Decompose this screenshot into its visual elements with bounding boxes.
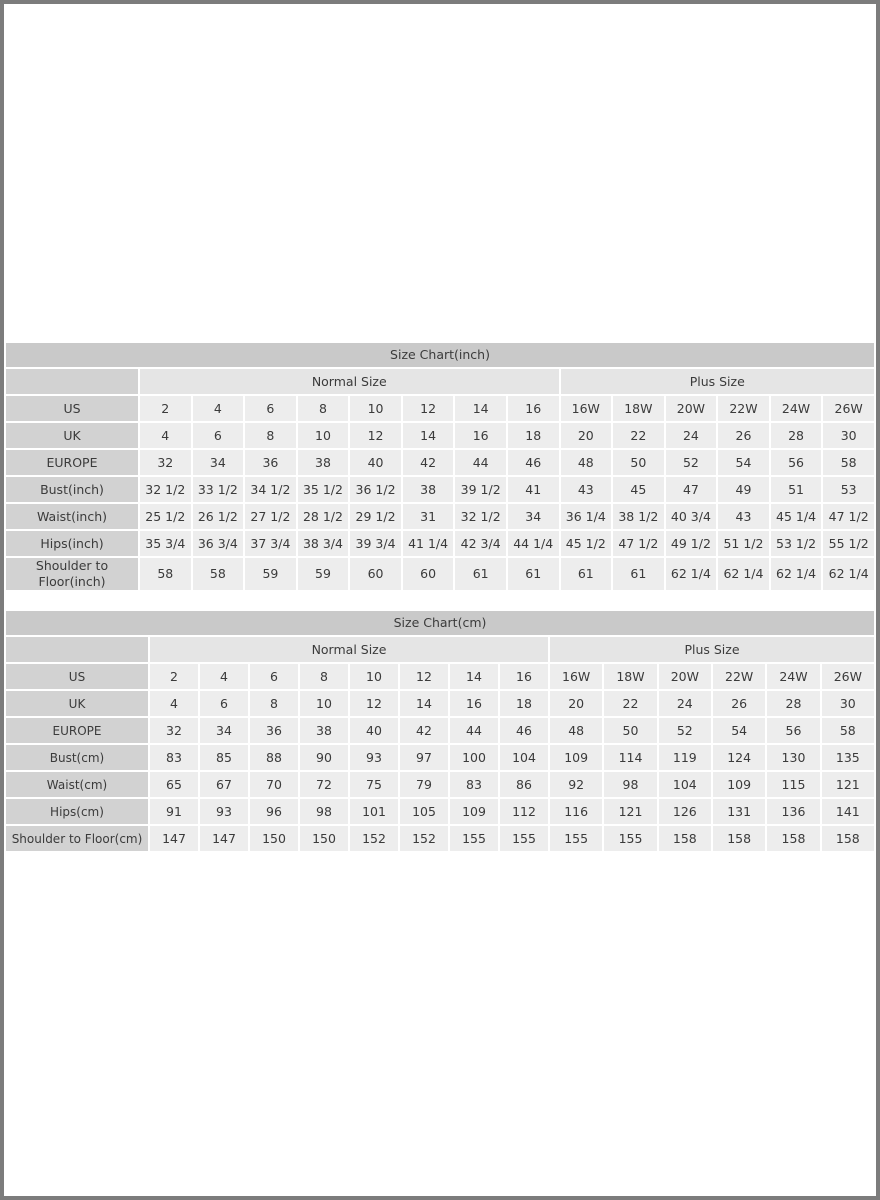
size-cell: 97 xyxy=(400,745,448,770)
size-cell: 18 xyxy=(508,423,559,448)
table-row xyxy=(6,718,874,743)
size-cell: 29 1/2 xyxy=(350,504,401,529)
size-chart-inch-section xyxy=(4,341,876,592)
size-cell: 58 xyxy=(823,450,874,475)
size-cell: 45 1/4 xyxy=(771,504,822,529)
size-cell: 109 xyxy=(550,745,602,770)
table-row xyxy=(6,423,874,448)
table-row xyxy=(6,664,874,689)
size-chart-cm-table xyxy=(4,609,876,853)
size-cell: 40 xyxy=(350,718,398,743)
size-cell: 37 3/4 xyxy=(245,531,296,556)
row-label: US xyxy=(6,664,148,689)
size-cell: 119 xyxy=(659,745,711,770)
size-cell: 26W xyxy=(822,664,874,689)
size-cell: 75 xyxy=(350,772,398,797)
size-cell: 18W xyxy=(604,664,656,689)
size-cell: 38 xyxy=(403,477,454,502)
table-title: Size Chart(cm) xyxy=(6,611,874,635)
size-cell: 14 xyxy=(455,396,506,421)
size-cell: 155 xyxy=(450,826,498,851)
size-cell: 38 3/4 xyxy=(298,531,349,556)
size-cell: 91 xyxy=(150,799,198,824)
size-cell: 40 xyxy=(350,450,401,475)
size-cell: 131 xyxy=(713,799,765,824)
size-cell: 114 xyxy=(604,745,656,770)
size-cell: 51 xyxy=(771,477,822,502)
size-cell: 12 xyxy=(350,691,398,716)
size-cell: 12 xyxy=(350,423,401,448)
size-cell: 158 xyxy=(822,826,874,851)
size-cell: 10 xyxy=(350,396,401,421)
size-cell: 36 1/2 xyxy=(350,477,401,502)
row-label: Shoulder to Floor(cm) xyxy=(6,826,148,851)
size-cell: 155 xyxy=(604,826,656,851)
size-cell: 20 xyxy=(550,691,602,716)
size-cell: 20 xyxy=(561,423,612,448)
size-cell: 14 xyxy=(400,691,448,716)
size-cell: 109 xyxy=(713,772,765,797)
size-cell: 92 xyxy=(550,772,602,797)
size-cell: 8 xyxy=(298,396,349,421)
size-cell: 18W xyxy=(613,396,664,421)
group-header-plus-size: Plus Size xyxy=(561,369,875,394)
size-cell: 56 xyxy=(771,450,822,475)
size-chart-inch-table xyxy=(4,341,876,592)
size-cell: 104 xyxy=(500,745,548,770)
size-cell: 4 xyxy=(150,691,198,716)
row-label: UK xyxy=(6,691,148,716)
size-cell: 26 xyxy=(713,691,765,716)
size-cell: 32 1/2 xyxy=(455,504,506,529)
size-cell: 4 xyxy=(200,664,248,689)
size-cell: 22W xyxy=(718,396,769,421)
size-cell: 72 xyxy=(300,772,348,797)
size-cell: 36 xyxy=(250,718,298,743)
group-header-normal-size: Normal Size xyxy=(150,637,548,662)
size-cell: 41 1/4 xyxy=(403,531,454,556)
size-cell: 22 xyxy=(613,423,664,448)
size-cell: 150 xyxy=(250,826,298,851)
size-cell: 47 1/2 xyxy=(823,504,874,529)
size-cell: 42 xyxy=(400,718,448,743)
size-cell: 158 xyxy=(767,826,819,851)
size-cell: 10 xyxy=(298,423,349,448)
table-row xyxy=(6,558,874,590)
row-label: Bust(inch) xyxy=(6,477,138,502)
size-cell: 45 xyxy=(613,477,664,502)
size-cell: 22W xyxy=(713,664,765,689)
size-cell: 55 1/2 xyxy=(823,531,874,556)
size-cell: 98 xyxy=(300,799,348,824)
size-cell: 32 xyxy=(150,718,198,743)
row-label: UK xyxy=(6,423,138,448)
size-cell: 53 xyxy=(823,477,874,502)
size-cell: 79 xyxy=(400,772,448,797)
table-row xyxy=(6,799,874,824)
size-cell: 26W xyxy=(823,396,874,421)
size-cell: 152 xyxy=(400,826,448,851)
size-cell: 16 xyxy=(450,691,498,716)
size-cell: 8 xyxy=(250,691,298,716)
size-cell: 47 xyxy=(666,477,717,502)
size-cell: 58 xyxy=(193,558,244,590)
size-cell: 155 xyxy=(500,826,548,851)
table-title-row xyxy=(6,611,874,635)
size-cell: 14 xyxy=(450,664,498,689)
size-cell: 59 xyxy=(298,558,349,590)
size-cell: 20W xyxy=(659,664,711,689)
size-cell: 24W xyxy=(771,396,822,421)
size-cell: 36 3/4 xyxy=(193,531,244,556)
size-cell: 49 1/2 xyxy=(666,531,717,556)
size-cell: 54 xyxy=(718,450,769,475)
size-cell: 56 xyxy=(767,718,819,743)
size-cell: 48 xyxy=(561,450,612,475)
size-cell: 28 1/2 xyxy=(298,504,349,529)
between-tables-whitespace xyxy=(4,592,876,609)
size-cell: 36 1/4 xyxy=(561,504,612,529)
size-cell: 18 xyxy=(500,691,548,716)
size-cell: 42 3/4 xyxy=(455,531,506,556)
size-cell: 6 xyxy=(200,691,248,716)
size-cell: 32 1/2 xyxy=(140,477,191,502)
size-cell: 40 3/4 xyxy=(666,504,717,529)
table-title-row xyxy=(6,343,874,367)
size-cell: 105 xyxy=(400,799,448,824)
row-label: US xyxy=(6,396,138,421)
size-cell: 34 xyxy=(200,718,248,743)
size-cell: 62 1/4 xyxy=(823,558,874,590)
size-cell: 135 xyxy=(822,745,874,770)
size-cell: 61 xyxy=(455,558,506,590)
size-cell: 104 xyxy=(659,772,711,797)
size-cell: 24 xyxy=(659,691,711,716)
size-cell: 65 xyxy=(150,772,198,797)
size-cell: 61 xyxy=(613,558,664,590)
size-cell: 26 1/2 xyxy=(193,504,244,529)
size-cell: 44 xyxy=(455,450,506,475)
size-cell: 121 xyxy=(604,799,656,824)
size-cell: 24W xyxy=(767,664,819,689)
size-cell: 4 xyxy=(140,423,191,448)
size-cell: 52 xyxy=(666,450,717,475)
size-cell: 158 xyxy=(713,826,765,851)
corner-cell xyxy=(6,369,138,394)
size-cell: 93 xyxy=(350,745,398,770)
size-cell: 43 xyxy=(561,477,612,502)
size-cell: 2 xyxy=(140,396,191,421)
size-cell: 98 xyxy=(604,772,656,797)
size-cell: 101 xyxy=(350,799,398,824)
size-cell: 136 xyxy=(767,799,819,824)
size-cell: 124 xyxy=(713,745,765,770)
row-label: Bust(cm) xyxy=(6,745,148,770)
size-cell: 51 1/2 xyxy=(718,531,769,556)
row-label: Shoulder to Floor(inch) xyxy=(6,558,138,590)
size-cell: 158 xyxy=(659,826,711,851)
size-cell: 39 3/4 xyxy=(350,531,401,556)
size-cell: 83 xyxy=(150,745,198,770)
size-chart-cm-section xyxy=(4,609,876,853)
size-cell: 126 xyxy=(659,799,711,824)
size-cell: 38 xyxy=(300,718,348,743)
size-cell: 46 xyxy=(500,718,548,743)
size-cell: 147 xyxy=(150,826,198,851)
size-cell: 12 xyxy=(403,396,454,421)
table-title: Size Chart(inch) xyxy=(6,343,874,367)
size-cell: 4 xyxy=(193,396,244,421)
size-cell: 46 xyxy=(508,450,559,475)
size-cell: 24 xyxy=(666,423,717,448)
table-row xyxy=(6,504,874,529)
size-cell: 30 xyxy=(822,691,874,716)
table-row xyxy=(6,691,874,716)
size-cell: 47 1/2 xyxy=(613,531,664,556)
size-cell: 112 xyxy=(500,799,548,824)
size-cell: 150 xyxy=(300,826,348,851)
size-cell: 36 xyxy=(245,450,296,475)
size-cell: 42 xyxy=(403,450,454,475)
size-cell: 121 xyxy=(822,772,874,797)
row-label: Waist(inch) xyxy=(6,504,138,529)
size-cell: 96 xyxy=(250,799,298,824)
size-cell: 12 xyxy=(400,664,448,689)
size-cell: 115 xyxy=(767,772,819,797)
size-cell: 16W xyxy=(550,664,602,689)
size-cell: 90 xyxy=(300,745,348,770)
size-cell: 38 1/2 xyxy=(613,504,664,529)
corner-cell xyxy=(6,637,148,662)
size-cell: 83 xyxy=(450,772,498,797)
row-label: Hips(cm) xyxy=(6,799,148,824)
size-cell: 67 xyxy=(200,772,248,797)
size-cell: 16 xyxy=(455,423,506,448)
size-cell: 49 xyxy=(718,477,769,502)
size-cell: 62 1/4 xyxy=(718,558,769,590)
size-cell: 8 xyxy=(300,664,348,689)
size-cell: 8 xyxy=(245,423,296,448)
size-cell: 6 xyxy=(245,396,296,421)
size-cell: 30 xyxy=(823,423,874,448)
size-cell: 31 xyxy=(403,504,454,529)
size-cell: 155 xyxy=(550,826,602,851)
table-row xyxy=(6,450,874,475)
group-header-normal-size: Normal Size xyxy=(140,369,559,394)
size-cell: 130 xyxy=(767,745,819,770)
table-row xyxy=(6,477,874,502)
size-cell: 61 xyxy=(508,558,559,590)
size-cell: 44 1/4 xyxy=(508,531,559,556)
size-cell: 20W xyxy=(666,396,717,421)
size-cell: 14 xyxy=(403,423,454,448)
size-cell: 100 xyxy=(450,745,498,770)
size-cell: 43 xyxy=(718,504,769,529)
size-cell: 27 1/2 xyxy=(245,504,296,529)
size-cell: 48 xyxy=(550,718,602,743)
size-cell: 6 xyxy=(193,423,244,448)
size-cell: 50 xyxy=(613,450,664,475)
table-row xyxy=(6,396,874,421)
size-cell: 41 xyxy=(508,477,559,502)
size-cell: 50 xyxy=(604,718,656,743)
size-cell: 116 xyxy=(550,799,602,824)
row-label: Hips(inch) xyxy=(6,531,138,556)
size-cell: 93 xyxy=(200,799,248,824)
size-cell: 88 xyxy=(250,745,298,770)
size-cell: 28 xyxy=(767,691,819,716)
size-cell: 34 1/2 xyxy=(245,477,296,502)
group-header-plus-size: Plus Size xyxy=(550,637,874,662)
size-cell: 60 xyxy=(403,558,454,590)
size-cell: 10 xyxy=(300,691,348,716)
group-header-row xyxy=(6,369,874,394)
row-label: EUROPE xyxy=(6,718,148,743)
size-cell: 10 xyxy=(350,664,398,689)
size-cell: 34 xyxy=(193,450,244,475)
size-cell: 16W xyxy=(561,396,612,421)
table-row xyxy=(6,772,874,797)
size-cell: 34 xyxy=(508,504,559,529)
size-cell: 62 1/4 xyxy=(666,558,717,590)
size-cell: 152 xyxy=(350,826,398,851)
size-cell: 52 xyxy=(659,718,711,743)
size-cell: 58 xyxy=(140,558,191,590)
size-cell: 147 xyxy=(200,826,248,851)
size-cell: 109 xyxy=(450,799,498,824)
size-cell: 33 1/2 xyxy=(193,477,244,502)
size-cell: 2 xyxy=(150,664,198,689)
size-cell: 62 1/4 xyxy=(771,558,822,590)
size-cell: 38 xyxy=(298,450,349,475)
size-cell: 39 1/2 xyxy=(455,477,506,502)
size-cell: 58 xyxy=(822,718,874,743)
size-cell: 70 xyxy=(250,772,298,797)
size-cell: 35 3/4 xyxy=(140,531,191,556)
size-cell: 16 xyxy=(508,396,559,421)
size-cell: 26 xyxy=(718,423,769,448)
size-cell: 59 xyxy=(245,558,296,590)
size-cell: 44 xyxy=(450,718,498,743)
size-cell: 86 xyxy=(500,772,548,797)
size-cell: 16 xyxy=(500,664,548,689)
size-cell: 32 xyxy=(140,450,191,475)
size-cell: 53 1/2 xyxy=(771,531,822,556)
row-label: EUROPE xyxy=(6,450,138,475)
table-row xyxy=(6,745,874,770)
table-row xyxy=(6,826,874,851)
size-cell: 22 xyxy=(604,691,656,716)
size-cell: 35 1/2 xyxy=(298,477,349,502)
size-cell: 85 xyxy=(200,745,248,770)
size-cell: 28 xyxy=(771,423,822,448)
size-cell: 54 xyxy=(713,718,765,743)
size-cell: 25 1/2 xyxy=(140,504,191,529)
top-whitespace xyxy=(4,4,876,341)
size-cell: 45 1/2 xyxy=(561,531,612,556)
size-cell: 60 xyxy=(350,558,401,590)
row-label: Waist(cm) xyxy=(6,772,148,797)
size-cell: 141 xyxy=(822,799,874,824)
group-header-row xyxy=(6,637,874,662)
size-cell: 61 xyxy=(561,558,612,590)
table-row xyxy=(6,531,874,556)
size-cell: 6 xyxy=(250,664,298,689)
